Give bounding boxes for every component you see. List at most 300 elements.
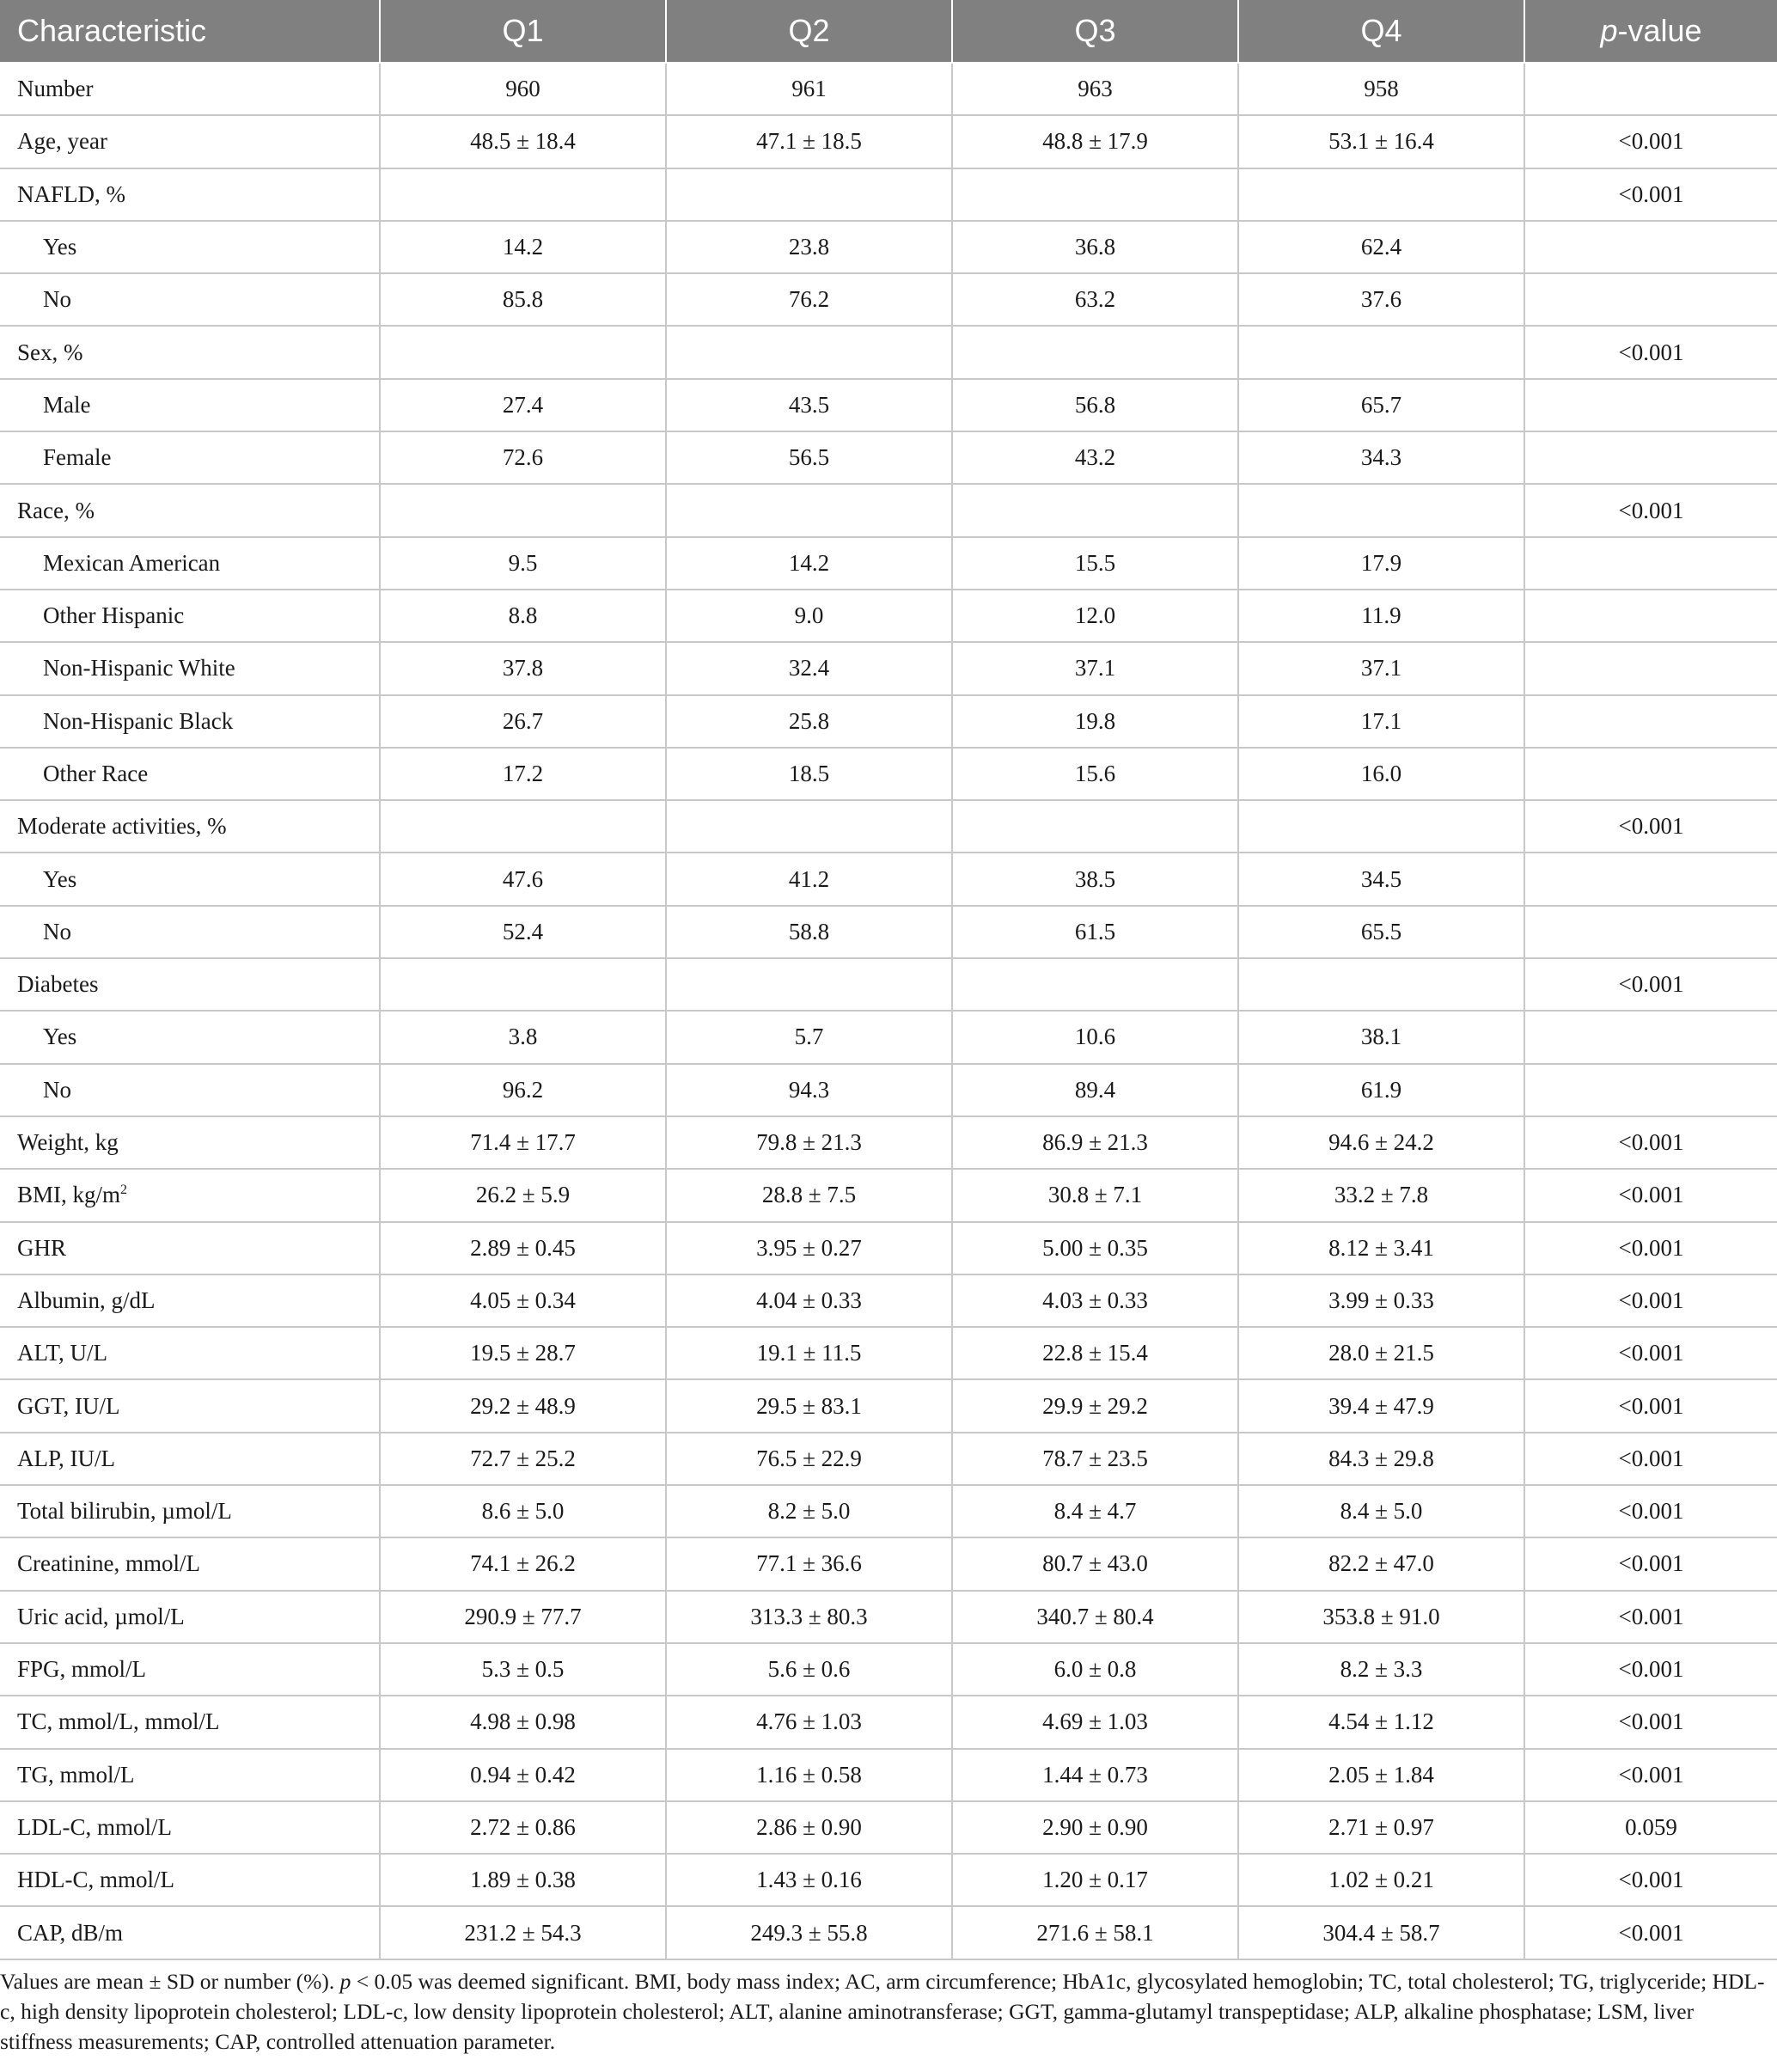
q3-cell: 38.5	[952, 853, 1238, 905]
q4-cell: 38.1	[1238, 1011, 1524, 1063]
q3-cell: 86.9 ± 21.3	[952, 1116, 1238, 1169]
q3-cell: 8.4 ± 4.7	[952, 1485, 1238, 1537]
q3-cell: 36.8	[952, 221, 1238, 273]
row-label	[0, 1749, 380, 1801]
q1-cell: 231.2 ± 54.3	[380, 1906, 666, 1959]
row-label-text: Yes	[43, 865, 77, 892]
q1-cell	[380, 800, 666, 853]
row-label	[0, 1906, 380, 1959]
p-value-cell: <0.001	[1524, 1906, 1777, 1959]
table-row	[0, 63, 1777, 115]
q3-cell: 1.20 ± 0.17	[952, 1854, 1238, 1906]
q2-cell	[666, 326, 952, 378]
row-label	[0, 1379, 380, 1432]
q4-cell: 8.12 ± 3.41	[1238, 1222, 1524, 1274]
q4-cell: 958	[1238, 63, 1524, 115]
row-label-text: Other Race	[43, 761, 149, 786]
table-row	[0, 431, 1777, 484]
row-label-text: TG, mmol/L	[17, 1761, 135, 1788]
p-value-cell: <0.001	[1524, 1643, 1777, 1696]
row-label	[0, 642, 380, 694]
table-row	[0, 1696, 1777, 1748]
q1-cell: 27.4	[380, 379, 666, 431]
row-label	[0, 168, 380, 221]
q1-cell: 37.8	[380, 642, 666, 694]
row-label-text: No	[43, 286, 71, 313]
row-label-text: Other Hispanic	[43, 602, 185, 629]
q2-cell: 56.5	[666, 431, 952, 484]
q3-cell	[952, 800, 1238, 853]
table-row	[0, 1433, 1777, 1485]
q1-cell	[380, 326, 666, 378]
row-label	[0, 958, 380, 1011]
p-value-cell: <0.001	[1524, 1485, 1777, 1537]
row-label	[0, 1116, 380, 1169]
table-row	[0, 1379, 1777, 1432]
q3-cell	[952, 958, 1238, 1011]
row-label	[0, 273, 380, 326]
row-label	[0, 1274, 380, 1327]
q2-cell: 8.2 ± 5.0	[666, 1485, 952, 1537]
table-row	[0, 168, 1777, 221]
table-row	[0, 273, 1777, 326]
q1-cell: 26.7	[380, 695, 666, 748]
q3-cell: 6.0 ± 0.8	[952, 1643, 1238, 1696]
row-label-text: FPG, mmol/L	[17, 1656, 147, 1683]
q3-cell: 15.6	[952, 748, 1238, 800]
q1-cell: 29.2 ± 48.9	[380, 1379, 666, 1432]
q1-cell: 17.2	[380, 748, 666, 800]
q2-cell: 4.04 ± 0.33	[666, 1274, 952, 1327]
table-row	[0, 1643, 1777, 1696]
q1-cell: 9.5	[380, 537, 666, 590]
q4-cell: 8.2 ± 3.3	[1238, 1643, 1524, 1696]
q3-cell	[952, 484, 1238, 536]
q1-cell: 85.8	[380, 273, 666, 326]
q1-cell: 48.5 ± 18.4	[380, 115, 666, 168]
q4-cell: 53.1 ± 16.4	[1238, 115, 1524, 168]
row-label-text: Uric acid, µmol/L	[17, 1603, 185, 1629]
row-label	[0, 906, 380, 958]
q2-cell	[666, 800, 952, 853]
q2-cell	[666, 958, 952, 1011]
row-label	[0, 590, 380, 642]
row-label	[0, 695, 380, 748]
q4-cell: 94.6 ± 24.2	[1238, 1116, 1524, 1169]
table-row	[0, 1537, 1777, 1590]
q3-cell: 37.1	[952, 642, 1238, 694]
q2-cell: 5.7	[666, 1011, 952, 1063]
row-label	[0, 748, 380, 800]
q2-cell: 4.76 ± 1.03	[666, 1696, 952, 1748]
q2-cell: 3.95 ± 0.27	[666, 1222, 952, 1274]
table-body	[0, 63, 1777, 1959]
p-value-cell	[1524, 63, 1777, 115]
q1-cell: 14.2	[380, 221, 666, 273]
q1-cell: 1.89 ± 0.38	[380, 1854, 666, 1906]
p-value-cell	[1524, 695, 1777, 748]
row-label-text: Number	[17, 76, 94, 102]
q3-cell: 12.0	[952, 590, 1238, 642]
p-value-cell: <0.001	[1524, 1696, 1777, 1748]
q2-cell: 28.8 ± 7.5	[666, 1169, 952, 1221]
q2-cell: 19.1 ± 11.5	[666, 1327, 952, 1379]
row-label-text: Male	[43, 391, 91, 418]
p-value-cell: <0.001	[1524, 1749, 1777, 1801]
q3-cell: 22.8 ± 15.4	[952, 1327, 1238, 1379]
row-label	[0, 1854, 380, 1906]
table-row	[0, 221, 1777, 273]
q1-cell	[380, 168, 666, 221]
q3-cell: 61.5	[952, 906, 1238, 958]
q4-cell: 82.2 ± 47.0	[1238, 1537, 1524, 1590]
q3-cell: 43.2	[952, 431, 1238, 484]
table-row	[0, 1591, 1777, 1643]
q2-cell: 249.3 ± 55.8	[666, 1906, 952, 1959]
table-row	[0, 379, 1777, 431]
q4-cell: 353.8 ± 91.0	[1238, 1591, 1524, 1643]
p-value-cell	[1524, 906, 1777, 958]
row-label-text: LDL-C, mmol/L	[17, 1813, 172, 1840]
q3-cell: 78.7 ± 23.5	[952, 1433, 1238, 1485]
row-label-text: BMI, kg/m	[17, 1182, 121, 1208]
table-footnote	[0, 1966, 1770, 2057]
q3-cell: 1.44 ± 0.73	[952, 1749, 1238, 1801]
q1-cell: 8.8	[380, 590, 666, 642]
q2-cell: 76.5 ± 22.9	[666, 1433, 952, 1485]
q1-cell: 19.5 ± 28.7	[380, 1327, 666, 1379]
q3-cell: 30.8 ± 7.1	[952, 1169, 1238, 1221]
q2-cell: 1.16 ± 0.58	[666, 1749, 952, 1801]
row-label	[0, 1591, 380, 1643]
p-value-cell	[1524, 537, 1777, 590]
q1-cell: 47.6	[380, 853, 666, 905]
row-label	[0, 1485, 380, 1537]
row-label-text: HDL-C, mmol/L	[17, 1867, 174, 1893]
q3-cell: 63.2	[952, 273, 1238, 326]
header-q3: Q3	[952, 0, 1238, 63]
q4-cell: 65.5	[1238, 906, 1524, 958]
table-row	[0, 853, 1777, 905]
q4-cell: 39.4 ± 47.9	[1238, 1379, 1524, 1432]
table-row	[0, 642, 1777, 694]
table-row	[0, 484, 1777, 536]
table-row	[0, 1116, 1777, 1169]
header-q2: Q2	[666, 0, 952, 63]
row-label-text: Yes	[43, 1024, 77, 1050]
q1-cell: 71.4 ± 17.7	[380, 1116, 666, 1169]
row-label	[0, 1433, 380, 1485]
q3-cell: 963	[952, 63, 1238, 115]
q4-cell	[1238, 168, 1524, 221]
row-label	[0, 326, 380, 378]
p-value-cell	[1524, 642, 1777, 694]
q1-cell: 52.4	[380, 906, 666, 958]
q4-cell: 304.4 ± 58.7	[1238, 1906, 1524, 1959]
q4-cell: 2.71 ± 0.97	[1238, 1801, 1524, 1854]
p-value-cell: <0.001	[1524, 800, 1777, 853]
q3-cell: 340.7 ± 80.4	[952, 1591, 1238, 1643]
table-row	[0, 1274, 1777, 1327]
q4-cell	[1238, 800, 1524, 853]
row-label-text: ALT, U/L	[17, 1340, 107, 1366]
row-label	[0, 1537, 380, 1590]
header-p-value	[1524, 0, 1777, 63]
q4-cell: 34.5	[1238, 853, 1524, 905]
q2-cell: 94.3	[666, 1064, 952, 1116]
row-label-text: GGT, IU/L	[17, 1392, 120, 1419]
q1-cell: 2.72 ± 0.86	[380, 1801, 666, 1854]
q2-cell: 29.5 ± 83.1	[666, 1379, 952, 1432]
p-value-cell: <0.001	[1524, 115, 1777, 168]
q4-cell	[1238, 484, 1524, 536]
q3-cell: 89.4	[952, 1064, 1238, 1116]
row-label	[0, 1169, 380, 1221]
p-value-cell: <0.001	[1524, 326, 1777, 378]
table-row	[0, 1064, 1777, 1116]
q2-cell: 25.8	[666, 695, 952, 748]
q4-cell: 84.3 ± 29.8	[1238, 1433, 1524, 1485]
row-label	[0, 379, 380, 431]
row-label-text: Creatinine, mmol/L	[17, 1550, 200, 1577]
row-label-text: Weight, kg	[17, 1129, 119, 1156]
table-row	[0, 1485, 1777, 1537]
row-label	[0, 63, 380, 115]
q4-cell: 11.9	[1238, 590, 1524, 642]
table-header	[0, 0, 1777, 63]
q4-cell: 37.1	[1238, 642, 1524, 694]
p-value-cell: <0.001	[1524, 1854, 1777, 1906]
p-value-cell	[1524, 1011, 1777, 1063]
p-value-cell: <0.001	[1524, 1537, 1777, 1590]
q1-cell: 72.7 ± 25.2	[380, 1433, 666, 1485]
p-value-cell: <0.001	[1524, 484, 1777, 536]
q4-cell: 37.6	[1238, 273, 1524, 326]
p-value-cell: <0.001	[1524, 1116, 1777, 1169]
q2-cell: 58.8	[666, 906, 952, 958]
q3-cell: 15.5	[952, 537, 1238, 590]
row-label	[0, 537, 380, 590]
q1-cell: 2.89 ± 0.45	[380, 1222, 666, 1274]
q1-cell: 74.1 ± 26.2	[380, 1537, 666, 1590]
q1-cell: 5.3 ± 0.5	[380, 1643, 666, 1696]
row-label-text: Non-Hispanic White	[43, 655, 235, 681]
table-row	[0, 906, 1777, 958]
row-label-text: Race, %	[17, 497, 95, 523]
q4-cell: 1.02 ± 0.21	[1238, 1854, 1524, 1906]
table-row	[0, 1906, 1777, 1959]
q1-cell: 960	[380, 63, 666, 115]
table-row	[0, 1854, 1777, 1906]
row-label	[0, 221, 380, 273]
row-label	[0, 1696, 380, 1748]
row-label	[0, 853, 380, 905]
row-label-text: TC, mmol/L, mmol/L	[17, 1708, 220, 1735]
q1-cell	[380, 484, 666, 536]
table-row	[0, 1801, 1777, 1854]
p-value-cell: <0.001	[1524, 168, 1777, 221]
q2-cell: 2.86 ± 0.90	[666, 1801, 952, 1854]
row-label-text: Moderate activities, %	[17, 813, 227, 840]
q2-cell: 77.1 ± 36.6	[666, 1537, 952, 1590]
p-value-cell: 0.059	[1524, 1801, 1777, 1854]
row-label-text: Diabetes	[17, 971, 99, 998]
footnote-p-italic: p	[339, 1969, 351, 1994]
row-label-text: No	[43, 918, 71, 944]
q2-cell: 1.43 ± 0.16	[666, 1854, 952, 1906]
row-label	[0, 1801, 380, 1854]
row-label-superscript: 2	[120, 1183, 128, 1198]
q3-cell: 2.90 ± 0.90	[952, 1801, 1238, 1854]
q3-cell	[952, 326, 1238, 378]
q1-cell: 0.94 ± 0.42	[380, 1749, 666, 1801]
q4-cell: 62.4	[1238, 221, 1524, 273]
p-value-cell	[1524, 590, 1777, 642]
q2-cell	[666, 168, 952, 221]
row-label	[0, 1222, 380, 1274]
q2-cell: 9.0	[666, 590, 952, 642]
q2-cell: 23.8	[666, 221, 952, 273]
q2-cell: 14.2	[666, 537, 952, 590]
q4-cell	[1238, 326, 1524, 378]
table-row	[0, 800, 1777, 853]
table-row	[0, 1011, 1777, 1063]
row-label-text: Age, year	[17, 128, 107, 155]
p-value-cell: <0.001	[1524, 958, 1777, 1011]
q4-cell: 28.0 ± 21.5	[1238, 1327, 1524, 1379]
row-label	[0, 431, 380, 484]
row-label-text: Female	[43, 444, 112, 471]
q2-cell: 5.6 ± 0.6	[666, 1643, 952, 1696]
q4-cell: 33.2 ± 7.8	[1238, 1169, 1524, 1221]
table-row	[0, 748, 1777, 800]
p-value-cell: <0.001	[1524, 1222, 1777, 1274]
q4-cell	[1238, 958, 1524, 1011]
p-value-cell	[1524, 221, 1777, 273]
p-value-cell	[1524, 379, 1777, 431]
q2-cell: 41.2	[666, 853, 952, 905]
q1-cell	[380, 958, 666, 1011]
q4-cell: 65.7	[1238, 379, 1524, 431]
p-value-cell	[1524, 748, 1777, 800]
q3-cell: 10.6	[952, 1011, 1238, 1063]
q3-cell: 29.9 ± 29.2	[952, 1379, 1238, 1432]
footnote-part2: < 0.05 was deemed significant. BMI, body mass index; AC, arm circumference; HbA1c, glycosylated hemoglobin; TC, total cholesterol; TG, triglyceride; HDL-c, high density lipoprotein cholesterol; LDL-c, low density lipoprotein cholesterol; ALT, alanine aminotransferase; GGT, gamma-glutamyl transpeptidase; ALP, alkaline phosphatase; LSM, liver stiffness measurements; CAP, controlled attenuation parameter.	[0, 1969, 1765, 2054]
q2-cell: 79.8 ± 21.3	[666, 1116, 952, 1169]
p-value-cell	[1524, 431, 1777, 484]
q3-cell: 271.6 ± 58.1	[952, 1906, 1238, 1959]
q4-cell: 4.54 ± 1.12	[1238, 1696, 1524, 1748]
row-label	[0, 800, 380, 853]
row-label-text: Total bilirubin, µmol/L	[17, 1498, 232, 1525]
q1-cell: 8.6 ± 5.0	[380, 1485, 666, 1537]
header-q1: Q1	[380, 0, 666, 63]
table-row	[0, 695, 1777, 748]
table-row	[0, 958, 1777, 1011]
q1-cell: 4.98 ± 0.98	[380, 1696, 666, 1748]
q3-cell: 5.00 ± 0.35	[952, 1222, 1238, 1274]
row-label-text: Yes	[43, 234, 77, 260]
q4-cell: 17.9	[1238, 537, 1524, 590]
q1-cell: 3.8	[380, 1011, 666, 1063]
table-row	[0, 537, 1777, 590]
q2-cell	[666, 484, 952, 536]
row-label	[0, 1643, 380, 1696]
q3-cell: 80.7 ± 43.0	[952, 1537, 1238, 1590]
q4-cell: 17.1	[1238, 695, 1524, 748]
row-label-text: Non-Hispanic Black	[43, 707, 234, 734]
q4-cell: 61.9	[1238, 1064, 1524, 1116]
row-label-text: NAFLD, %	[17, 180, 125, 207]
p-value-cell: <0.001	[1524, 1169, 1777, 1221]
row-label-text: No	[43, 1076, 71, 1103]
q1-cell: 72.6	[380, 431, 666, 484]
row-label	[0, 484, 380, 536]
p-value-cell	[1524, 853, 1777, 905]
table-row	[0, 115, 1777, 168]
table-row	[0, 590, 1777, 642]
q4-cell: 2.05 ± 1.84	[1238, 1749, 1524, 1801]
p-value-cell: <0.001	[1524, 1379, 1777, 1432]
row-label-text: Mexican American	[43, 549, 221, 576]
row-label-text: ALP, IU/L	[17, 1445, 115, 1471]
header-p-suffix: -value	[1617, 13, 1702, 48]
p-value-cell: <0.001	[1524, 1274, 1777, 1327]
table-row	[0, 1222, 1777, 1274]
q2-cell: 18.5	[666, 748, 952, 800]
header-row	[0, 0, 1777, 63]
q2-cell: 43.5	[666, 379, 952, 431]
q4-cell: 8.4 ± 5.0	[1238, 1485, 1524, 1537]
header-characteristic: Characteristic	[0, 0, 380, 63]
q1-cell: 290.9 ± 77.7	[380, 1591, 666, 1643]
q4-cell: 16.0	[1238, 748, 1524, 800]
p-value-cell	[1524, 1064, 1777, 1116]
row-label-text: Albumin, g/dL	[17, 1287, 156, 1313]
q4-cell: 3.99 ± 0.33	[1238, 1274, 1524, 1327]
row-label	[0, 115, 380, 168]
table-row	[0, 1327, 1777, 1379]
table-row	[0, 1749, 1777, 1801]
q3-cell: 56.8	[952, 379, 1238, 431]
q2-cell: 47.1 ± 18.5	[666, 115, 952, 168]
row-label	[0, 1327, 380, 1379]
table-row	[0, 1169, 1777, 1221]
q1-cell: 26.2 ± 5.9	[380, 1169, 666, 1221]
row-label-text: GHR	[17, 1234, 67, 1261]
q2-cell: 313.3 ± 80.3	[666, 1591, 952, 1643]
p-value-cell: <0.001	[1524, 1327, 1777, 1379]
row-label	[0, 1011, 380, 1063]
q1-cell: 96.2	[380, 1064, 666, 1116]
p-value-cell: <0.001	[1524, 1433, 1777, 1485]
q1-cell: 4.05 ± 0.34	[380, 1274, 666, 1327]
footnote-part1: Values are mean ± SD or number (%).	[0, 1969, 340, 1994]
row-label	[0, 1064, 380, 1116]
q3-cell: 4.69 ± 1.03	[952, 1696, 1238, 1748]
q3-cell: 4.03 ± 0.33	[952, 1274, 1238, 1327]
table-row	[0, 326, 1777, 378]
p-value-cell	[1524, 273, 1777, 326]
q2-cell: 76.2	[666, 273, 952, 326]
q3-cell: 19.8	[952, 695, 1238, 748]
q2-cell: 961	[666, 63, 952, 115]
header-p-italic: p	[1600, 13, 1618, 48]
row-label-text: CAP, dB/m	[17, 1919, 124, 1946]
q4-cell: 34.3	[1238, 431, 1524, 484]
header-q4: Q4	[1238, 0, 1524, 63]
q3-cell: 48.8 ± 17.9	[952, 115, 1238, 168]
